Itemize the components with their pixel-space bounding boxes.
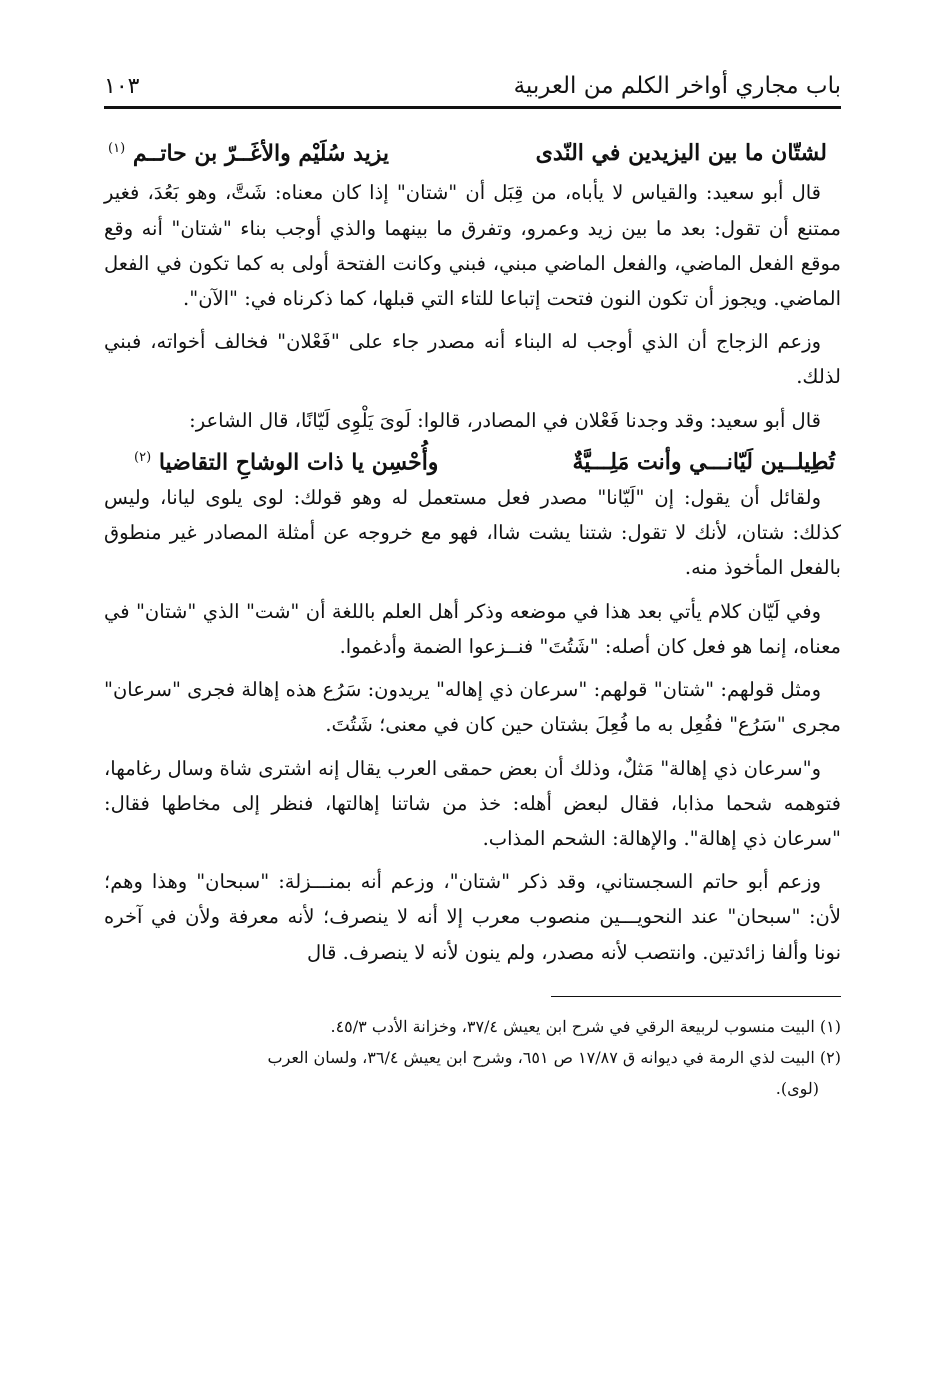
verse-1-hemistich-2: يزيد سُلَيْم والأغَــرّ بن حاتــم $^{(١)}$ xyxy=(108,140,390,167)
paragraph-2: وزعم الزجاج أن الذي أوجب له البناء أنه مصدر جاء على "فَعْلان" فخالف أخواته، فبني لذلك. xyxy=(104,330,841,389)
paragraph-8: وزعم أبو حاتم السجستاني، وقد ذكر "شتان"، وزعم أنه بمنـــزلة: "سبحان" وهذا وهم؛ لأن: "سبحان" عند النحويـــين منصوب معرب إلا أنه لا ينصرف؛ لأنه معرفة ولأن في آخره نونا وألفا زائدتين. وانتصب لأنه مصدر، ولم ينون لأنه لا ينصرف. قال xyxy=(104,870,841,964)
page-number: ١٠٣ xyxy=(104,74,140,99)
footnote-1: (١) البيت منسوب لربيعة الرقي في شرح ابن يعيش ٣٧/٤، وخزانة الأدب ٤٥/٣. xyxy=(330,1016,841,1036)
footnotes xyxy=(104,1011,841,1104)
footnote-ref-1[interactable]: (١) xyxy=(108,141,126,156)
footnote-separator xyxy=(551,996,841,997)
header-rule xyxy=(104,106,841,109)
footnote-2: (٢) البيت لذي الرمة في ديوانه ق ١٧/٨٧ ص ٦٥١، وشرح ابن يعيش ٣٦/٤، ولسان العرب (لوى). xyxy=(104,1042,841,1104)
verse-2-hemistich-2: وأُحْسِن يا ذات الوشاحِ التقاضيا $^{(٢)}$ xyxy=(134,449,439,476)
footnote-2-continuation: (لوى). xyxy=(775,1078,819,1098)
paragraph-1: قال أبو سعيد: والقياس لا يأباه، من قِبَل أن "شتان" إذا كان معناه: شَتَّ، وهو بَعُدَ، فغير ممتنع أن تقول: بعد ما بين زيد وعمرو، وتفرق ما بينهما والذي أوجب بناء "شتان" أنه وقع موقع الفعل الماضي، والفعل الماضي مبني، فبني وكانت الفتحة أولى به كما تكون في الفعل الماضي. ويجوز أن تكون النون فتحت إتباعا للتاء التي قبلها، كما ذكرناه في: "الآن". xyxy=(104,181,841,310)
paragraph-7: و"سرعان ذي إهالة" مَثلٌ، وذلك أن بعض حمقى العرب يقال إنه اشترى شاة وسال رغامها، فتوهمه شحما مذابا، فقال لبعض أهله: خذ من شاتنا إهالتها، فنظر إلى مخاطها فقال: "سرعان ذي إهالة". والإهالة: الشحم المذاب. xyxy=(104,756,841,850)
footnote-ref-2[interactable]: (٢) xyxy=(134,449,152,465)
running-header xyxy=(104,52,841,98)
paragraph-6: ومثل قولهم: "شتان" قولهم: "سرعان ذي إهاله" يريدون: سَرُع هذه إهالة فجرى "سرعان" مجرى "سَرُع" ففُعِل به ما فُعِلَ بشتان حين كان في معنى؛ شَتُتَ. xyxy=(104,678,841,737)
paragraph-5: وفي لَيّان كلام يأتي بعد هذا في موضعه وذكر أهل العلم باللغة أن "شت" الذي "شتان" في معناه، إنما هو فعل كان أصله: "شَتُتَ" فنــزعوا الضمة وأدغموا. xyxy=(104,599,841,658)
paragraph-4: ولقائل أن يقول: إن "لَيّانا" مصدر فعل مستعمل له وهو قولك: لوى يلوى ليانا، وليس كذلك: شتان، لأنك لا تقول: شتنا يشت شاا، فهو مع خروجه عن أمثلة المصادر غير منطوق بالفعل المأخوذ منه. xyxy=(104,486,841,580)
verse-2 xyxy=(134,440,835,480)
verse-2-hemistich-1: تُطِيلــين لَيّانـــي وأنت مَلِـــيَّةٌ xyxy=(572,449,835,476)
verse-1 xyxy=(108,131,827,171)
chapter-title: باب مجاري أواخر الكلم من العربية xyxy=(513,73,841,99)
verse-1-hemistich-1: لشتّان ما بين اليزيدين في النّدى xyxy=(535,140,827,167)
paragraph-3: قال أبو سعيد: وقد وجدنا فَعْلان في المصادر، قالوا: لَوىَ يَلْوِى لَيّانًا، قال الشاعر: xyxy=(189,408,821,432)
